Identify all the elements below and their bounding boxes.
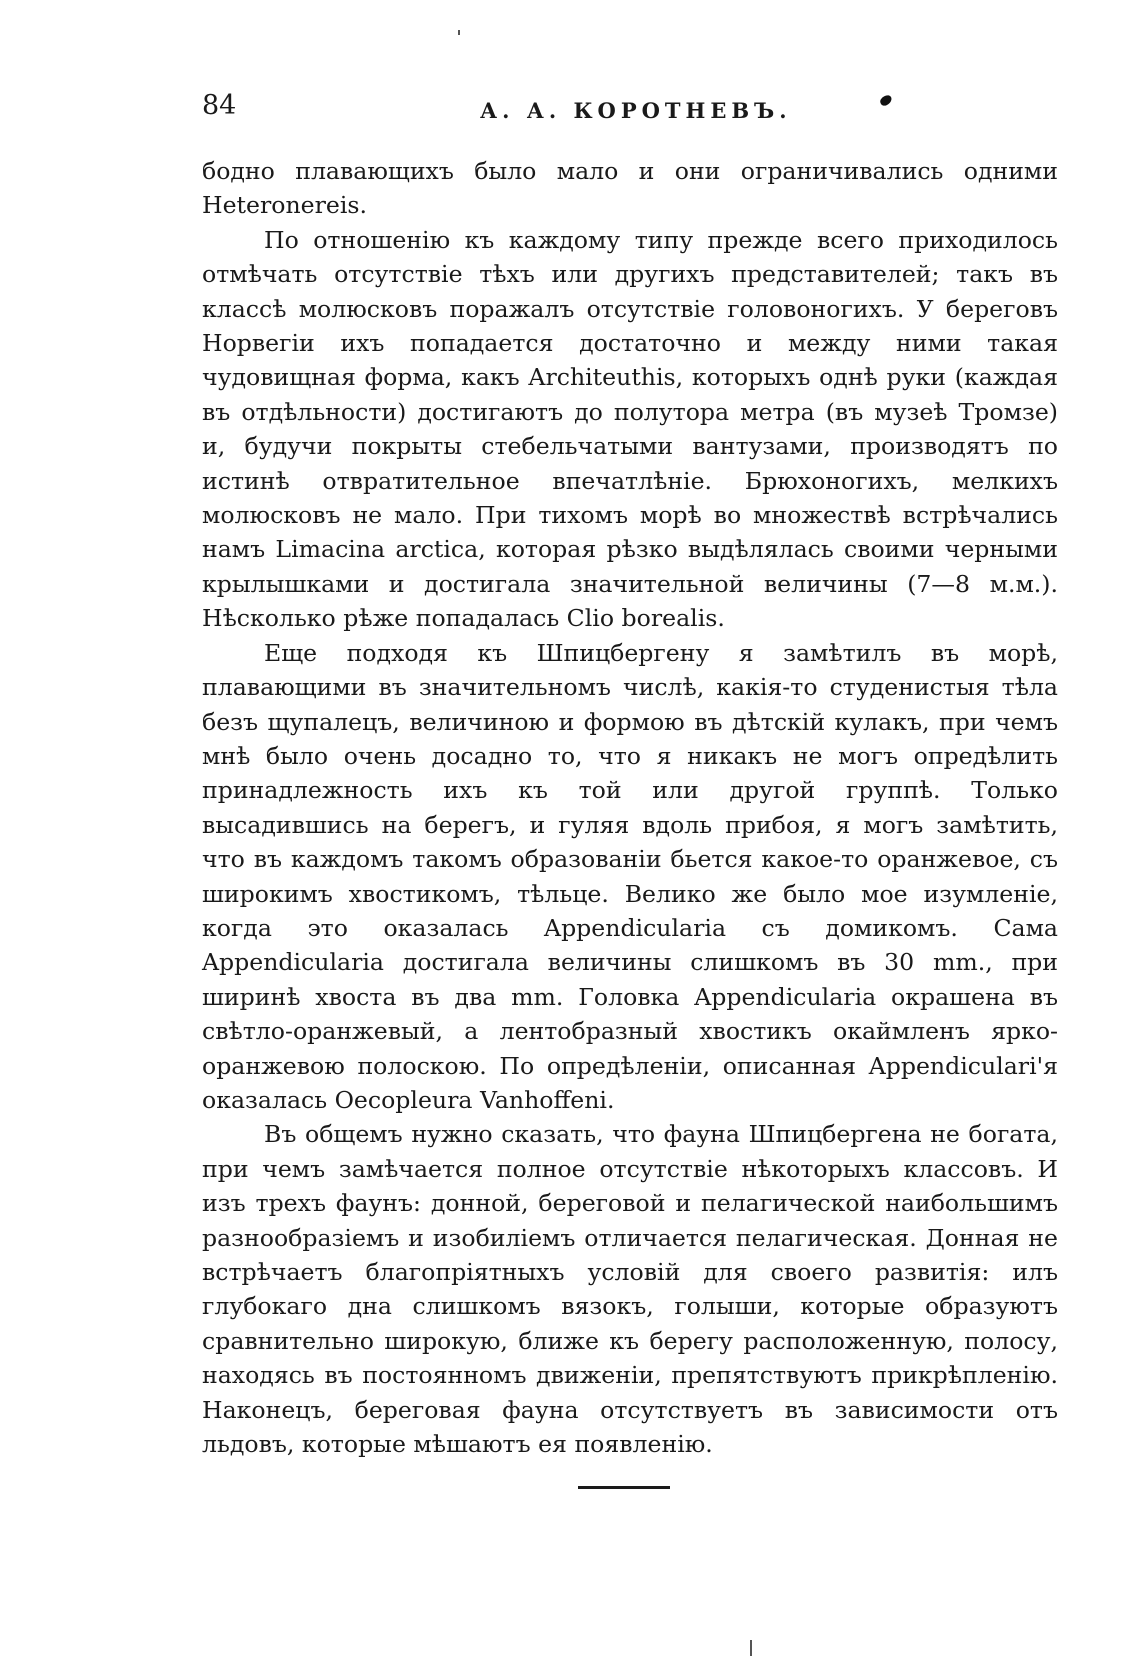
paragraph: Въ общемъ нужно сказать, что фауна Шпицбергена не богата, при чемъ замѣчается полное отсутствіе нѣкоторыхъ классовъ. И изъ трехъ фаунъ: донной, береговой и пелагической наибольшимъ разнообразіемъ и изобиліемъ отличается пелагическая. Донная не встрѣчаетъ благопріятныхъ условій для своего развитія: илъ глубокаго дна слишкомъ вязокъ, голыши, которые образуютъ сравнительно широкую, ближе къ берегу расположенную, полосу, находясь въ постоянномъ движеніи, препятствуютъ прикрѣпленію. Наконецъ, береговая фауна отсутствуетъ въ зависимости отъ льдовъ, которые мѣшаютъ ея появленію. [202,1120,1058,1459]
scan-speck [458,30,460,35]
section-divider [578,1486,670,1489]
paragraph: По отношенію къ каждому типу прежде всего приходилось отмѣчать отсутствіе тѣхъ или другихъ представителей; такъ въ классѣ молюсковъ поражалъ отсутствіе головоногихъ. У береговъ Норвегіи ихъ попадается достаточно и между ними такая чудовищная форма, какъ Architeuthis, которыхъ однѣ руки (каждая въ отдѣльности) достигаютъ до полутора метра (въ музеѣ Тромзе) и, будучи покрыты стебельчатыми вантузами, производятъ по истинѣ отвратительное впечатлѣніе. Брюхоногихъ, мелкихъ молюсковъ не мало. При тихомъ морѣ во множествѣ встрѣчались намъ Limacina arctica, которая рѣзко выдѣлялась своими черными крылышками и достигала значительной величины (7—8 м.м.). Нѣсколько рѣже попадалась Clio borealis. [202,225,1058,633]
scan-speck [750,1640,752,1656]
ink-blot [879,94,894,107]
page-number: 84 [202,90,237,121]
paragraph: Еще подходя къ Шпицбергену я замѣтилъ въ морѣ, плавающими въ значительномъ числѣ, какія-то студенистыя тѣла безъ щупалецъ, величиною и формою въ дѣтскій кулакъ, при чемъ мнѣ было очень досадно то, что я никакъ не могъ опредѣлить принадлежность ихъ къ той или другой группѣ. Только высадившись на берегъ, и гуляя вдоль прибоя, я могъ замѣтить, что въ каждомъ такомъ образованіи бьется какое-то оранжевое, съ широкимъ хвостикомъ, тѣльце. Велико же было мое изумленіе, когда это оказалась Appendicularia съ домикомъ. Сама Appendicularia достигала величины слишкомъ въ 30 mm., при ширинѣ хвоста въ два mm. Головка Appendicularia окрашена въ свѣтло-оранжевый, а лентобразный хвостикъ окаймленъ ярко-оранжевою полоскою. По опредѣленіи, описанная Appendiculari'я оказалась Oecopleura Vanhoffeni. [202,638,1058,1114]
body-text [202,154,1058,1461]
paragraph: бодно плавающихъ было мало и они ограничивались одними Heteronereis. [202,157,1058,220]
running-head: А. А. КОРОТНЕВЪ. [480,98,792,123]
